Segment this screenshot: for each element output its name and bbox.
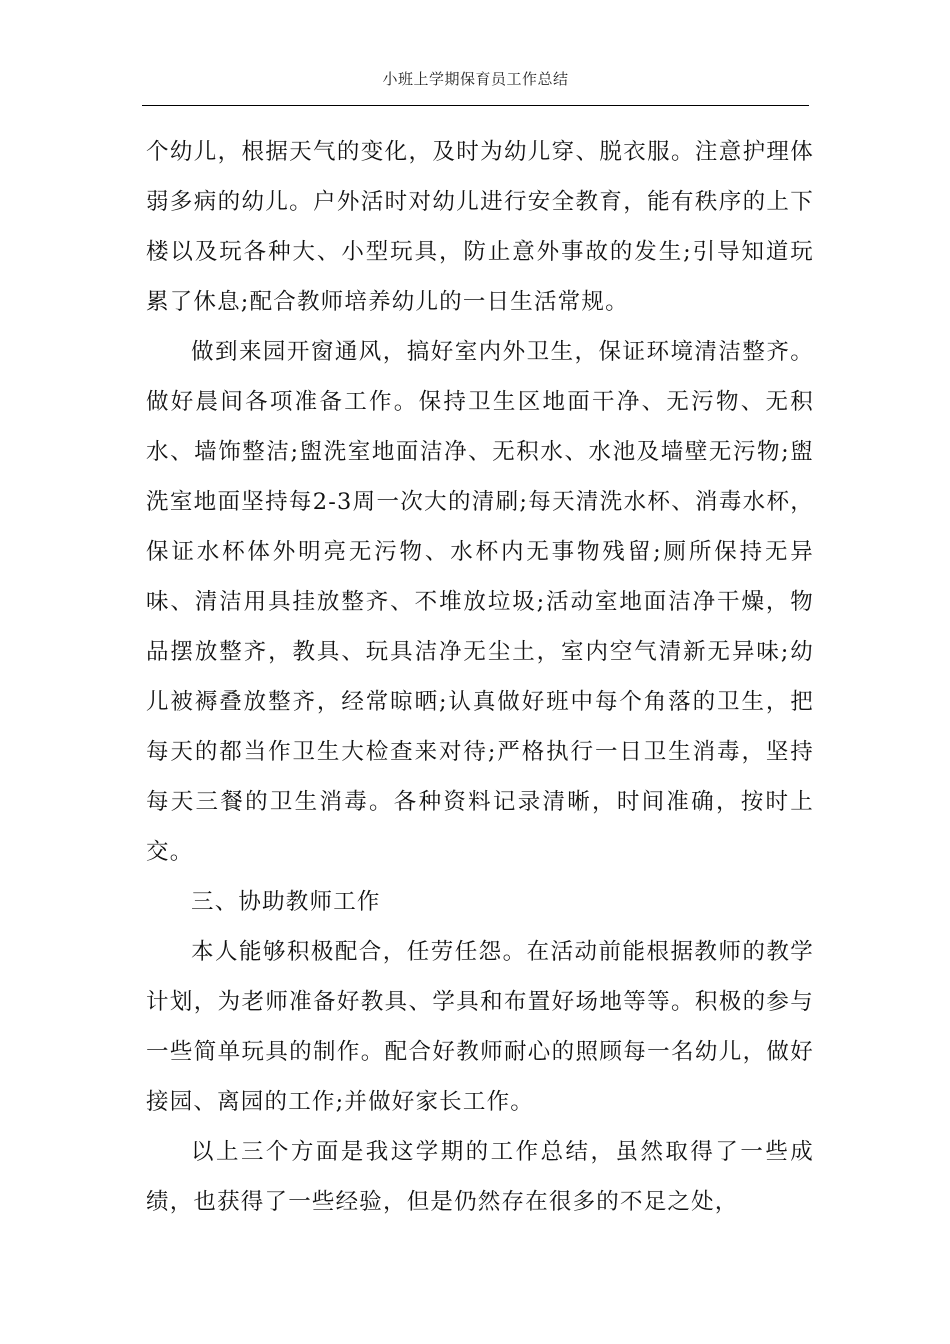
paragraph-assist-teachers: 本人能够积极配合，任劳任怨。在活动前能根据教师的教学计划，为老师准备好教具、学具和布置好场地等等。积极的参与一些简单玩具的制作。配合好教师耐心的照顾每一名幼儿，做好接园、离园的工作;并做好家长工作。 — [146, 939, 814, 1115]
document-body — [146, 127, 814, 1227]
section-heading-assist-teachers: 三、协助教师工作 — [191, 889, 381, 915]
paragraph-summary: 以上三个方面是我这学期的工作总结，虽然取得了一些成绩，也获得了一些经验，但是仍然存在很多的不足之处， — [146, 1139, 814, 1215]
paragraph-hygiene-work: 做到来园开窗通风，搞好室内外卫生，保证环境清洁整齐。做好晨间各项准备工作。保持卫生区地面干净、无污物、无积水、墙饰整洁;盥洗室地面洁净、无积水、水池及墙壁无污物;盥洗室地面坚持每2-3周一次大的清刷;每天清洗水杯、消毒水杯，保证水杯体外明亮无污物、水杯内无事物残留;厕所保持无异味、清洁用具挂放整齐、不堆放垃圾;活动室地面洁净干燥，物品摆放整齐，教具、玩具洁净无尘土，室内空气清新无异味;幼儿被褥叠放整齐，经常晾晒;认真做好班中每个角落的卫生，把每天的都当作卫生大检查来对待;严格执行一日卫生消毒，坚持每天三餐的卫生消毒。各种资料记录清晰，时间准确，按时上交。 — [146, 339, 814, 865]
paragraph-continued-care: 个幼儿，根据天气的变化，及时为幼儿穿、脱衣服。注意护理体弱多病的幼儿。户外活时对幼儿进行安全教育，能有秩序的上下楼以及玩各种大、小型玩具，防止意外事故的发生;引导知道玩累了休息;配合教师培养幼儿的一日生活常规。 — [146, 139, 814, 315]
page-header — [142, 0, 809, 106]
header-title: 小班上学期保育员工作总结 — [382, 70, 569, 88]
